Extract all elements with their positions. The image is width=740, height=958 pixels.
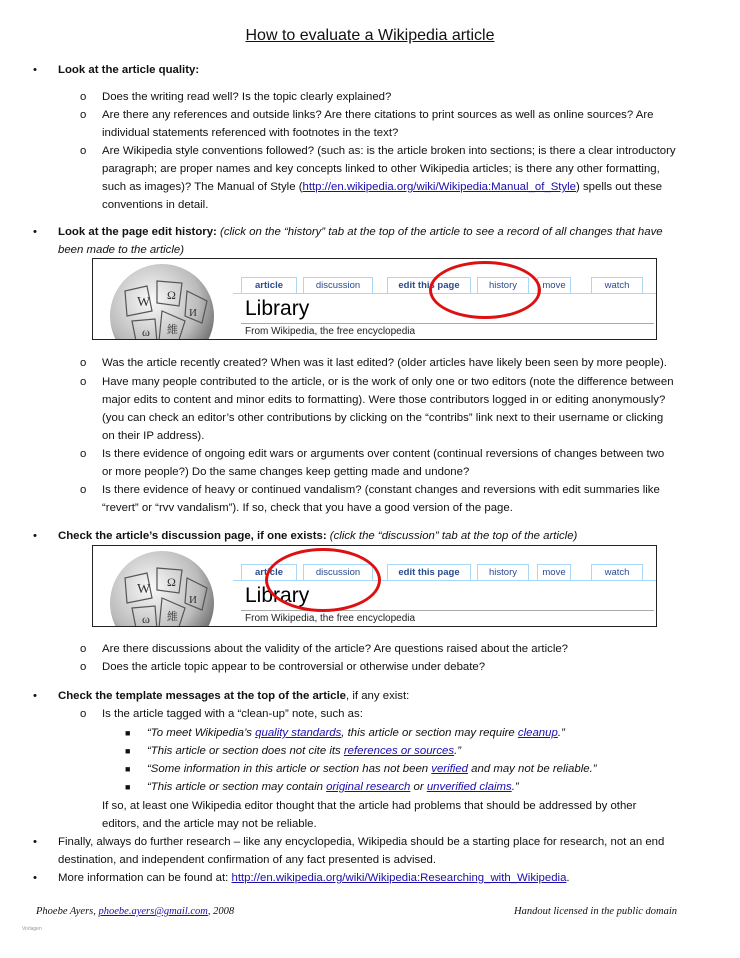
wikipedia-globe-icon: [107, 548, 222, 627]
svg-text:И: И: [189, 594, 197, 606]
tab-article[interactable]: article: [241, 564, 297, 580]
svg-text:W: W: [137, 582, 151, 597]
svg-text:ω: ω: [142, 612, 150, 626]
svg-text:Ω: Ω: [167, 288, 176, 302]
svg-text:維: 維: [167, 611, 178, 623]
tab-move[interactable]: move: [537, 277, 571, 293]
svg-text:И: И: [189, 307, 197, 319]
list-item: Is there evidence of heavy or continued vandalism? (constant changes and reversions with edit summaries like: [102, 484, 660, 496]
section-discussion-heading: Check the article’s discussion page, if one exists: (click the “discussion” tab at the top of the article): [58, 530, 578, 542]
square-bullet: ■: [125, 728, 131, 738]
svg-text:維: 維: [167, 324, 178, 336]
tab-article[interactable]: article: [241, 277, 297, 293]
tab-watch[interactable]: watch: [591, 277, 643, 293]
list-item: individual statements referenced with footnotes in the text?: [102, 127, 399, 139]
tab-history[interactable]: history: [477, 277, 529, 293]
square-bullet: ■: [125, 782, 131, 792]
sub-bullet: o: [80, 357, 87, 369]
paragraph: If so, at least one Wikipedia editor thought that the article had problems that should be addressed by other: [102, 800, 637, 812]
list-item: or more people?) Do the same changes keep getting made and undone?: [102, 466, 470, 478]
sub-bullet: o: [80, 484, 87, 496]
divider: [241, 323, 654, 324]
email-link[interactable]: phoebe.ayers@gmail.com: [98, 906, 208, 917]
tab-move[interactable]: move: [537, 564, 571, 580]
square-bullet: ■: [125, 746, 131, 756]
footer-license: Handout licensed in the public domain: [514, 906, 678, 917]
list-item: “revert” or “rvv vandalism”). If so, check that you have a good version of the page.: [102, 502, 513, 514]
sub-bullet: o: [80, 448, 87, 460]
list-item: Is there evidence of ongoing edit wars or arguments over content (continual reversions of changes between two: [102, 448, 665, 460]
manual-of-style-link[interactable]: http://en.wikipedia.org/wiki/Wikipedia:Manual_of_Style: [302, 181, 577, 193]
list-item: Are there any references and outside links? Are there citations to print sources as well as online sources? Are: [102, 109, 654, 121]
sub-bullet: o: [80, 643, 87, 655]
tab-discussion[interactable]: discussion: [303, 564, 373, 580]
verified-link[interactable]: verified: [431, 763, 469, 775]
watermark: Vorlagen: [22, 926, 42, 932]
wiki-article-title: Library: [245, 584, 310, 607]
highlight-circle: [429, 261, 541, 319]
square-bullet: ■: [125, 764, 131, 774]
tab-watch[interactable]: watch: [591, 564, 643, 580]
list-item: on their IP address).: [102, 430, 205, 442]
section-template-heading: Check the template messages at the top of the article, if any exist:: [58, 690, 410, 702]
svg-text:W: W: [137, 295, 151, 310]
cleanup-link[interactable]: cleanup: [517, 727, 558, 739]
references-link[interactable]: references or sources: [343, 745, 455, 757]
list-item: Have many people contributed to the article, or is the work of only one or two editors (note the difference between: [102, 376, 674, 388]
wikipedia-screenshot-history: [92, 258, 657, 340]
wiki-subtitle: From Wikipedia, the free encyclopedia: [245, 613, 416, 624]
list-item: conventions in detail.: [102, 199, 209, 211]
highlight-circle: [265, 548, 381, 612]
list-item: Are there discussions about the validity of the article? Are questions raised about the article?: [102, 643, 569, 655]
original-research-link[interactable]: original research: [326, 781, 411, 793]
wiki-subtitle: From Wikipedia, the free encyclopedia: [245, 326, 416, 337]
svg-text:ω: ω: [142, 325, 150, 339]
svg-text:Ω: Ω: [167, 575, 176, 589]
list-item: Does the article topic appear to be controversial or otherwise under debate?: [102, 661, 486, 673]
researching-with-wikipedia-link[interactable]: http://en.wikipedia.org/wiki/Wikipedia:Researching_with_Wikipedia: [231, 872, 567, 884]
tab-discussion[interactable]: discussion: [303, 277, 373, 293]
tab-edit-this-page[interactable]: edit this page: [387, 564, 471, 580]
tab-history[interactable]: history: [477, 564, 529, 580]
sub-bullet: o: [80, 376, 87, 388]
sub-bullet: o: [80, 145, 87, 157]
sub-bullet: o: [80, 708, 87, 720]
sub-bullet: o: [80, 109, 87, 121]
template-message: “This article or section does not cite its references or sources.”: [147, 745, 462, 757]
wikipedia-globe-icon: [107, 261, 222, 340]
paragraph: More information can be found at: http://en.wikipedia.org/wiki/Wikipedia:Researching_with_Wikipedia.: [58, 872, 570, 884]
quality-standards-link[interactable]: quality standards: [255, 727, 342, 739]
section-quality-heading: Look at the article quality:: [58, 64, 200, 76]
template-message: “This article or section may contain original research or unverified claims.”: [147, 781, 519, 793]
sub-bullet: o: [80, 91, 87, 103]
footer-author: Phoebe Ayers, phoebe.ayers@gmail.com, 2008: [36, 906, 235, 917]
section-history-note: been made to the article): [58, 244, 185, 256]
tab-edit-this-page[interactable]: edit this page: [387, 277, 471, 293]
paragraph: editors, and the article may not be reliable.: [102, 818, 317, 830]
wikipedia-screenshot-discussion: [92, 545, 657, 627]
list-item: such as images)? The Manual of Style (http://en.wikipedia.org/wiki/Wikipedia:Manual_of_Style) spells out these: [102, 181, 663, 193]
template-message: “Some information in this article or section has not been verified and may not be reliable.”: [147, 763, 597, 775]
list-item: Was the article recently created? When was it last edited? (older articles have likely been seen by more people).: [102, 357, 667, 369]
sub-bullet: o: [80, 661, 87, 673]
list-item: Are Wikipedia style conventions followed? (such as: is the article broken into sections; is there a clear introductory: [102, 145, 676, 157]
list-item: Is the article tagged with a “clean-up” note, such as:: [102, 708, 363, 720]
paragraph: destination, and independent confirmation of any fact presented is advised.: [58, 854, 437, 866]
unverified-claims-link[interactable]: unverified claims: [426, 781, 512, 793]
list-item: Does the writing read well? Is the topic clearly explained?: [102, 91, 392, 103]
section-history-heading: Look at the page edit history: (click on the “history” tab at the top of the article to see a record of all changes that have: [58, 226, 663, 238]
paragraph: Finally, always do further research – like any encyclopedia, Wikipedia should be a starting place for research, not an end: [58, 836, 665, 848]
list-item: paragraph; are proper names and key concepts linked to other Wikipedia articles; is there any other formatting,: [102, 163, 660, 175]
page-title: How to evaluate a Wikipedia article: [245, 27, 495, 44]
list-item: (you can check an editor’s other contributions by clicking on the “contribs” link next to their username or clicking: [102, 412, 664, 424]
template-message: “To meet Wikipedia’s quality standards, this article or section may require cleanup.”: [147, 727, 565, 739]
list-item: major edits to content and minor edits to formatting). Were those contributors logged in or editing anonymously?: [102, 394, 666, 406]
wiki-article-title: Library: [245, 297, 310, 320]
